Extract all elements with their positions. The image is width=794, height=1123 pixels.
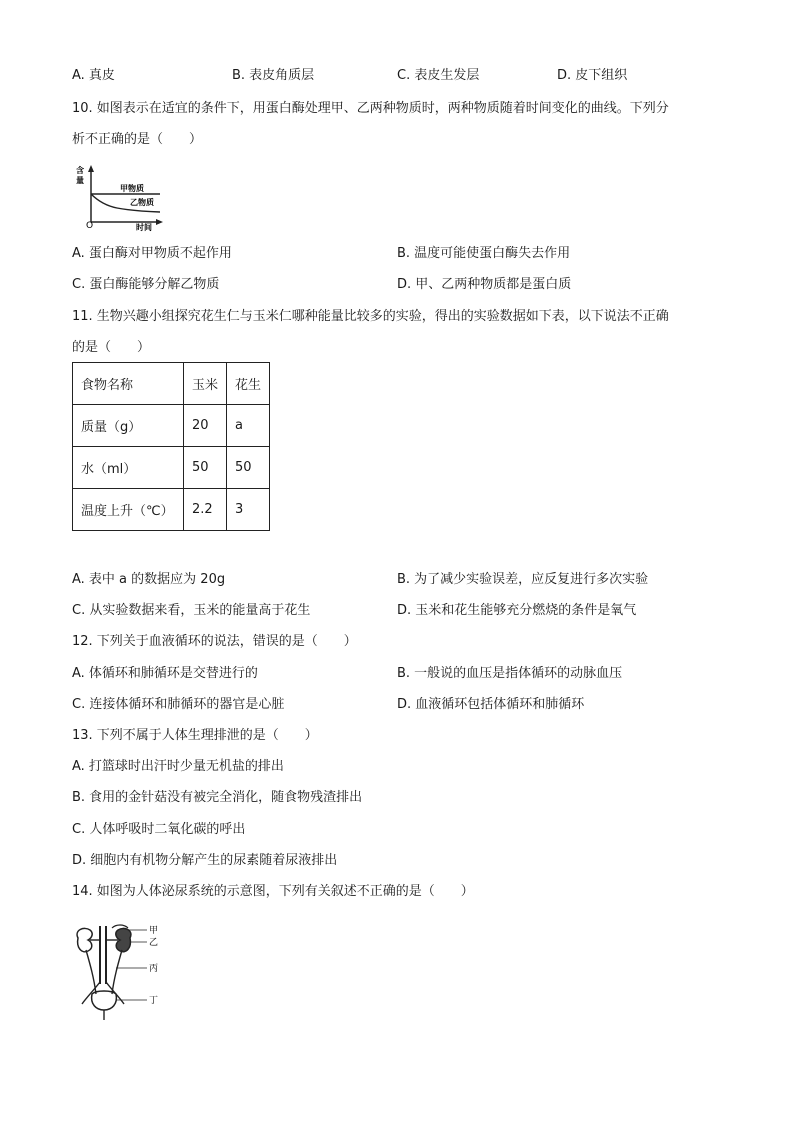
right-kidney xyxy=(116,928,131,951)
q9-option-a: A. 真皮 xyxy=(72,68,115,83)
table-cell: a xyxy=(227,405,270,447)
q12-stem: 12. 下列关于血液循环的说法，错误的是（ ） xyxy=(72,634,357,649)
x-label: 时间 xyxy=(136,223,152,232)
label-yi: 乙 xyxy=(149,938,159,948)
q10-option-a: A. 蛋白酶对甲物质不起作用 xyxy=(72,246,232,261)
table-cell: 50 xyxy=(227,447,270,489)
q11-option-d: D. 玉米和花生能够充分燃烧的条件是氧气 xyxy=(397,603,637,618)
left-iliac xyxy=(82,982,100,1004)
q13-option-d: D. 细胞内有机物分解产生的尿素随着尿液排出 xyxy=(72,853,338,868)
table-header-cell: 玉米 xyxy=(184,363,227,405)
table-row xyxy=(73,405,270,447)
right-ureter xyxy=(112,950,122,994)
q14-urinary-system-figure xyxy=(72,924,164,1024)
q12-option-d: D. 血液循环包括体循环和肺循环 xyxy=(397,697,585,712)
q11-data-table xyxy=(72,362,270,531)
table-cell: 50 xyxy=(184,447,227,489)
q11-stem-line1: 11. 生物兴趣小组探究花生仁与玉米仁哪种能量比较多的实验，得出的实验数据如下表，以下说法不正确 xyxy=(72,309,669,324)
origin-label: O xyxy=(86,221,94,231)
table-cell: 水（ml） xyxy=(73,447,184,489)
table-header-cell: 花生 xyxy=(227,363,270,405)
table-cell: 2.2 xyxy=(184,489,227,531)
q12-option-a: A. 体循环和肺循环是交替进行的 xyxy=(72,666,258,681)
q13-option-c: C. 人体呼吸时二氧化碳的呼出 xyxy=(72,822,246,837)
y-axis-arrow xyxy=(88,165,94,172)
q11-option-a: A. 表中 a 的数据应为 20g xyxy=(72,572,226,587)
table-row xyxy=(73,489,270,531)
adrenal-line xyxy=(112,925,128,928)
label-bing: 丙 xyxy=(149,964,159,974)
q10-option-c: C. 蛋白酶能够分解乙物质 xyxy=(72,277,220,292)
q10-stem-line2: 析不正确的是（ ） xyxy=(72,132,203,147)
table-header-cell: 食物名称 xyxy=(73,363,184,405)
x-axis-arrow xyxy=(156,219,163,225)
table-cell: 质量（g） xyxy=(73,405,184,447)
q11-option-b: B. 为了减少实验误差，应反复进行多次实验 xyxy=(397,572,649,587)
table-cell: 3 xyxy=(227,489,270,531)
left-ureter xyxy=(86,950,96,994)
q10-stem-line1: 10. 如图表示在适宜的条件下，用蛋白酶处理甲、乙两种物质时，两种物质随着时间变化的曲线。下列分 xyxy=(72,101,669,116)
table-header-row xyxy=(73,363,270,405)
q9-option-c: C. 表皮生发层 xyxy=(397,68,480,83)
table-row xyxy=(73,447,270,489)
table-cell: 20 xyxy=(184,405,227,447)
q11-stem-line2: 的是（ ） xyxy=(72,340,151,355)
series-a-label: 甲物质 xyxy=(120,184,144,193)
label-ding: 丁 xyxy=(149,996,159,1006)
label-jia: 甲 xyxy=(149,926,159,936)
table-cell: 温度上升（℃） xyxy=(73,489,184,531)
q13-option-a: A. 打篮球时出汗时少量无机盐的排出 xyxy=(72,759,284,774)
q9-option-d: D. 皮下组织 xyxy=(557,68,628,83)
q10-option-b: B. 温度可能使蛋白酶失去作用 xyxy=(397,246,571,261)
q12-option-c: C. 连接体循环和肺循环的器官是心脏 xyxy=(72,697,285,712)
q9-option-b: B. 表皮角质层 xyxy=(232,68,315,83)
series-b-label: 乙物质 xyxy=(130,198,154,207)
q14-stem: 14. 如图为人体泌尿系统的示意图，下列有关叙述不正确的是（ ） xyxy=(72,884,474,899)
y-label-2: 量 xyxy=(76,176,84,185)
left-kidney xyxy=(77,928,92,951)
q13-stem: 13. 下列不属于人体生理排泄的是（ ） xyxy=(72,728,318,743)
q10-figure xyxy=(72,160,172,232)
y-label-1: 含 xyxy=(76,166,84,175)
q12-option-b: B. 一般说的血压是指体循环的动脉血压 xyxy=(397,666,623,681)
q11-option-c: C. 从实验数据来看，玉米的能量高于花生 xyxy=(72,603,311,618)
q13-option-b: B. 食用的金针菇没有被完全消化，随食物残渣排出 xyxy=(72,790,363,805)
q10-option-d: D. 甲、乙两种物质都是蛋白质 xyxy=(397,277,572,292)
